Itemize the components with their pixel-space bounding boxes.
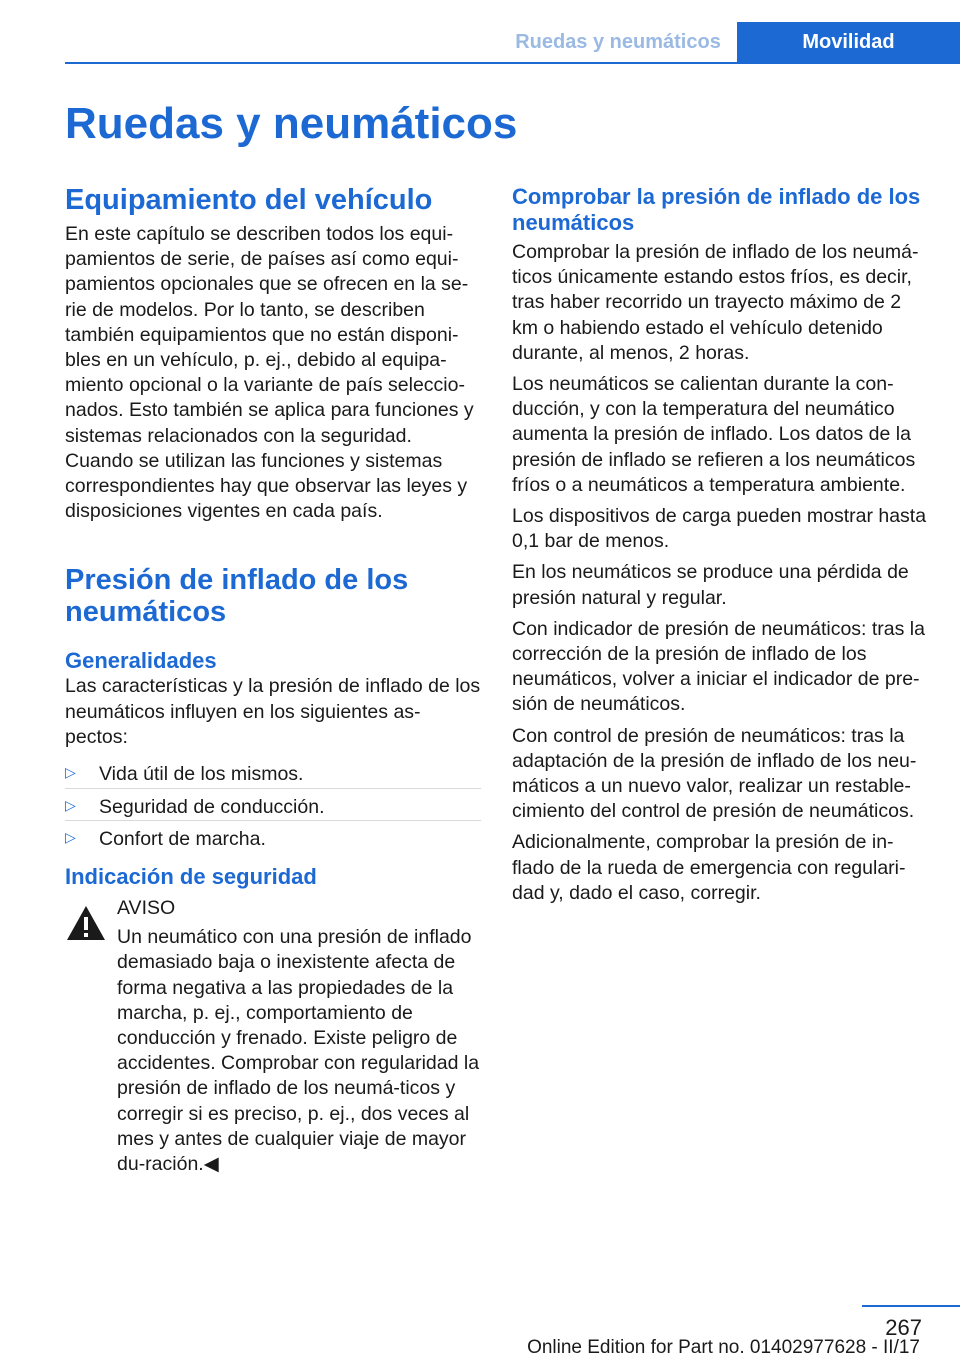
- check-paragraph-7: Adicionalmente, comprobar la presión de in-flado de la rueda de emergencia con regulari-dad y, dado el caso, corregir.: [512, 831, 906, 904]
- triangle-right-icon: ▷: [65, 764, 76, 781]
- left-column: [65, 184, 481, 1183]
- equipment-paragraph-1: En este capítulo se describen todos los equi-pamientos de serie, de países así como equi-pamientos opcionales que se ofrecen en la se-rie de modelos. Por lo tanto, se describen también equipamientos que no están disponi-bles en un vehículo, p. ej., debido al equipa-miento opcional o la variante de país seleccio-nados. Esto también se aplica para funciones y sistemas relacionados con la seguridad.: [65, 223, 474, 447]
- footer-rule: [862, 1305, 960, 1307]
- safety-heading: Indicación de seguridad: [65, 864, 317, 890]
- equipment-paragraph-2: Cuando se utilizan las funciones y sistemas correspondientes hay que observar las leyes y disposiciones vigentes en cada país.: [65, 449, 468, 523]
- check-paragraph-3: Los dispositivos de carga pueden mostrar hasta 0,1 bar de menos.: [512, 505, 927, 553]
- header-tab-movilidad[interactable]: Movilidad: [737, 22, 960, 62]
- general-paragraph: Las características y la presión de inflado de los neumáticos influyen en los siguientes as-pectos:: [65, 675, 481, 748]
- right-column: [512, 184, 932, 912]
- warning-label: AVISO: [117, 897, 176, 920]
- list-item: ▷ Seguridad de conducción.: [65, 788, 481, 820]
- aspects-list: [65, 756, 481, 852]
- chapter-title: Ruedas y neumáticos: [65, 99, 518, 148]
- triangle-right-icon: ▷: [65, 829, 76, 846]
- warning-triangle-icon: [65, 904, 107, 942]
- check-paragraph-5: Con indicador de presión de neumáticos: tras la corrección de la presión de inflado de los neumáticos, volver a iniciar el indicador de pre-sión de neumáticos.: [512, 617, 925, 716]
- header-rule: [65, 62, 960, 64]
- list-item: ▷ Vida útil de los mismos.: [65, 756, 481, 788]
- header-section-title: Ruedas y neumáticos: [515, 30, 721, 53]
- check-paragraph-6: Con control de presión de neumáticos: tras la adaptación de la presión de inflado de los neu-máticos a un nuevo valor, realizar un restable-cimiento del control de presión de neumáticos.: [512, 724, 917, 823]
- warning-block: [65, 896, 481, 1177]
- warning-text: Un neumático con una presión de inflado demasiado baja o inexistente afecta de forma negativa a las propiedades de la marcha, p. ej., comportamiento de conducción y frenado. Existe peligro de accidentes. Comprobar con regularidad la presión de inflado de los neumá-ticos y corregir si es preciso, p. ej., dos veces al mes y antes de cualquier viaje de mayor du-ración.◀: [117, 926, 480, 1176]
- general-heading: Generalidades: [65, 648, 217, 674]
- equipment-heading: Equipamiento del vehículo: [65, 184, 433, 216]
- check-paragraph-1: Comprobar la presión de inflado de los neumá-ticos únicamente estando estos fríos, es decir, tras haber recorrido un trayecto máximo de 2 km o habiendo estado el vehículo detenido durante, al menos, 2 horas.: [512, 241, 919, 364]
- page-number: 267: [885, 1315, 922, 1340]
- pressure-heading: Presión de inflado de los neumáticos: [65, 564, 409, 629]
- check-pressure-heading: Comprobar la presión de inflado de los neumáticos: [512, 184, 921, 235]
- edition-note: Online Edition for Part no. 01402977628 - II/17: [527, 1337, 920, 1358]
- list-item: ▷ Confort de marcha.: [65, 820, 481, 852]
- check-paragraph-4: En los neumáticos se produce una pérdida de presión natural y regular.: [512, 561, 909, 609]
- triangle-right-icon: ▷: [65, 797, 76, 814]
- check-paragraph-2: Los neumáticos se calientan durante la con-ducción, y con la temperatura del neumático aumenta la presión de inflado. Los datos de la presión de inflado se refieren a los neumáticos fríos o a neumáticos a temperatura ambiente.: [512, 373, 916, 496]
